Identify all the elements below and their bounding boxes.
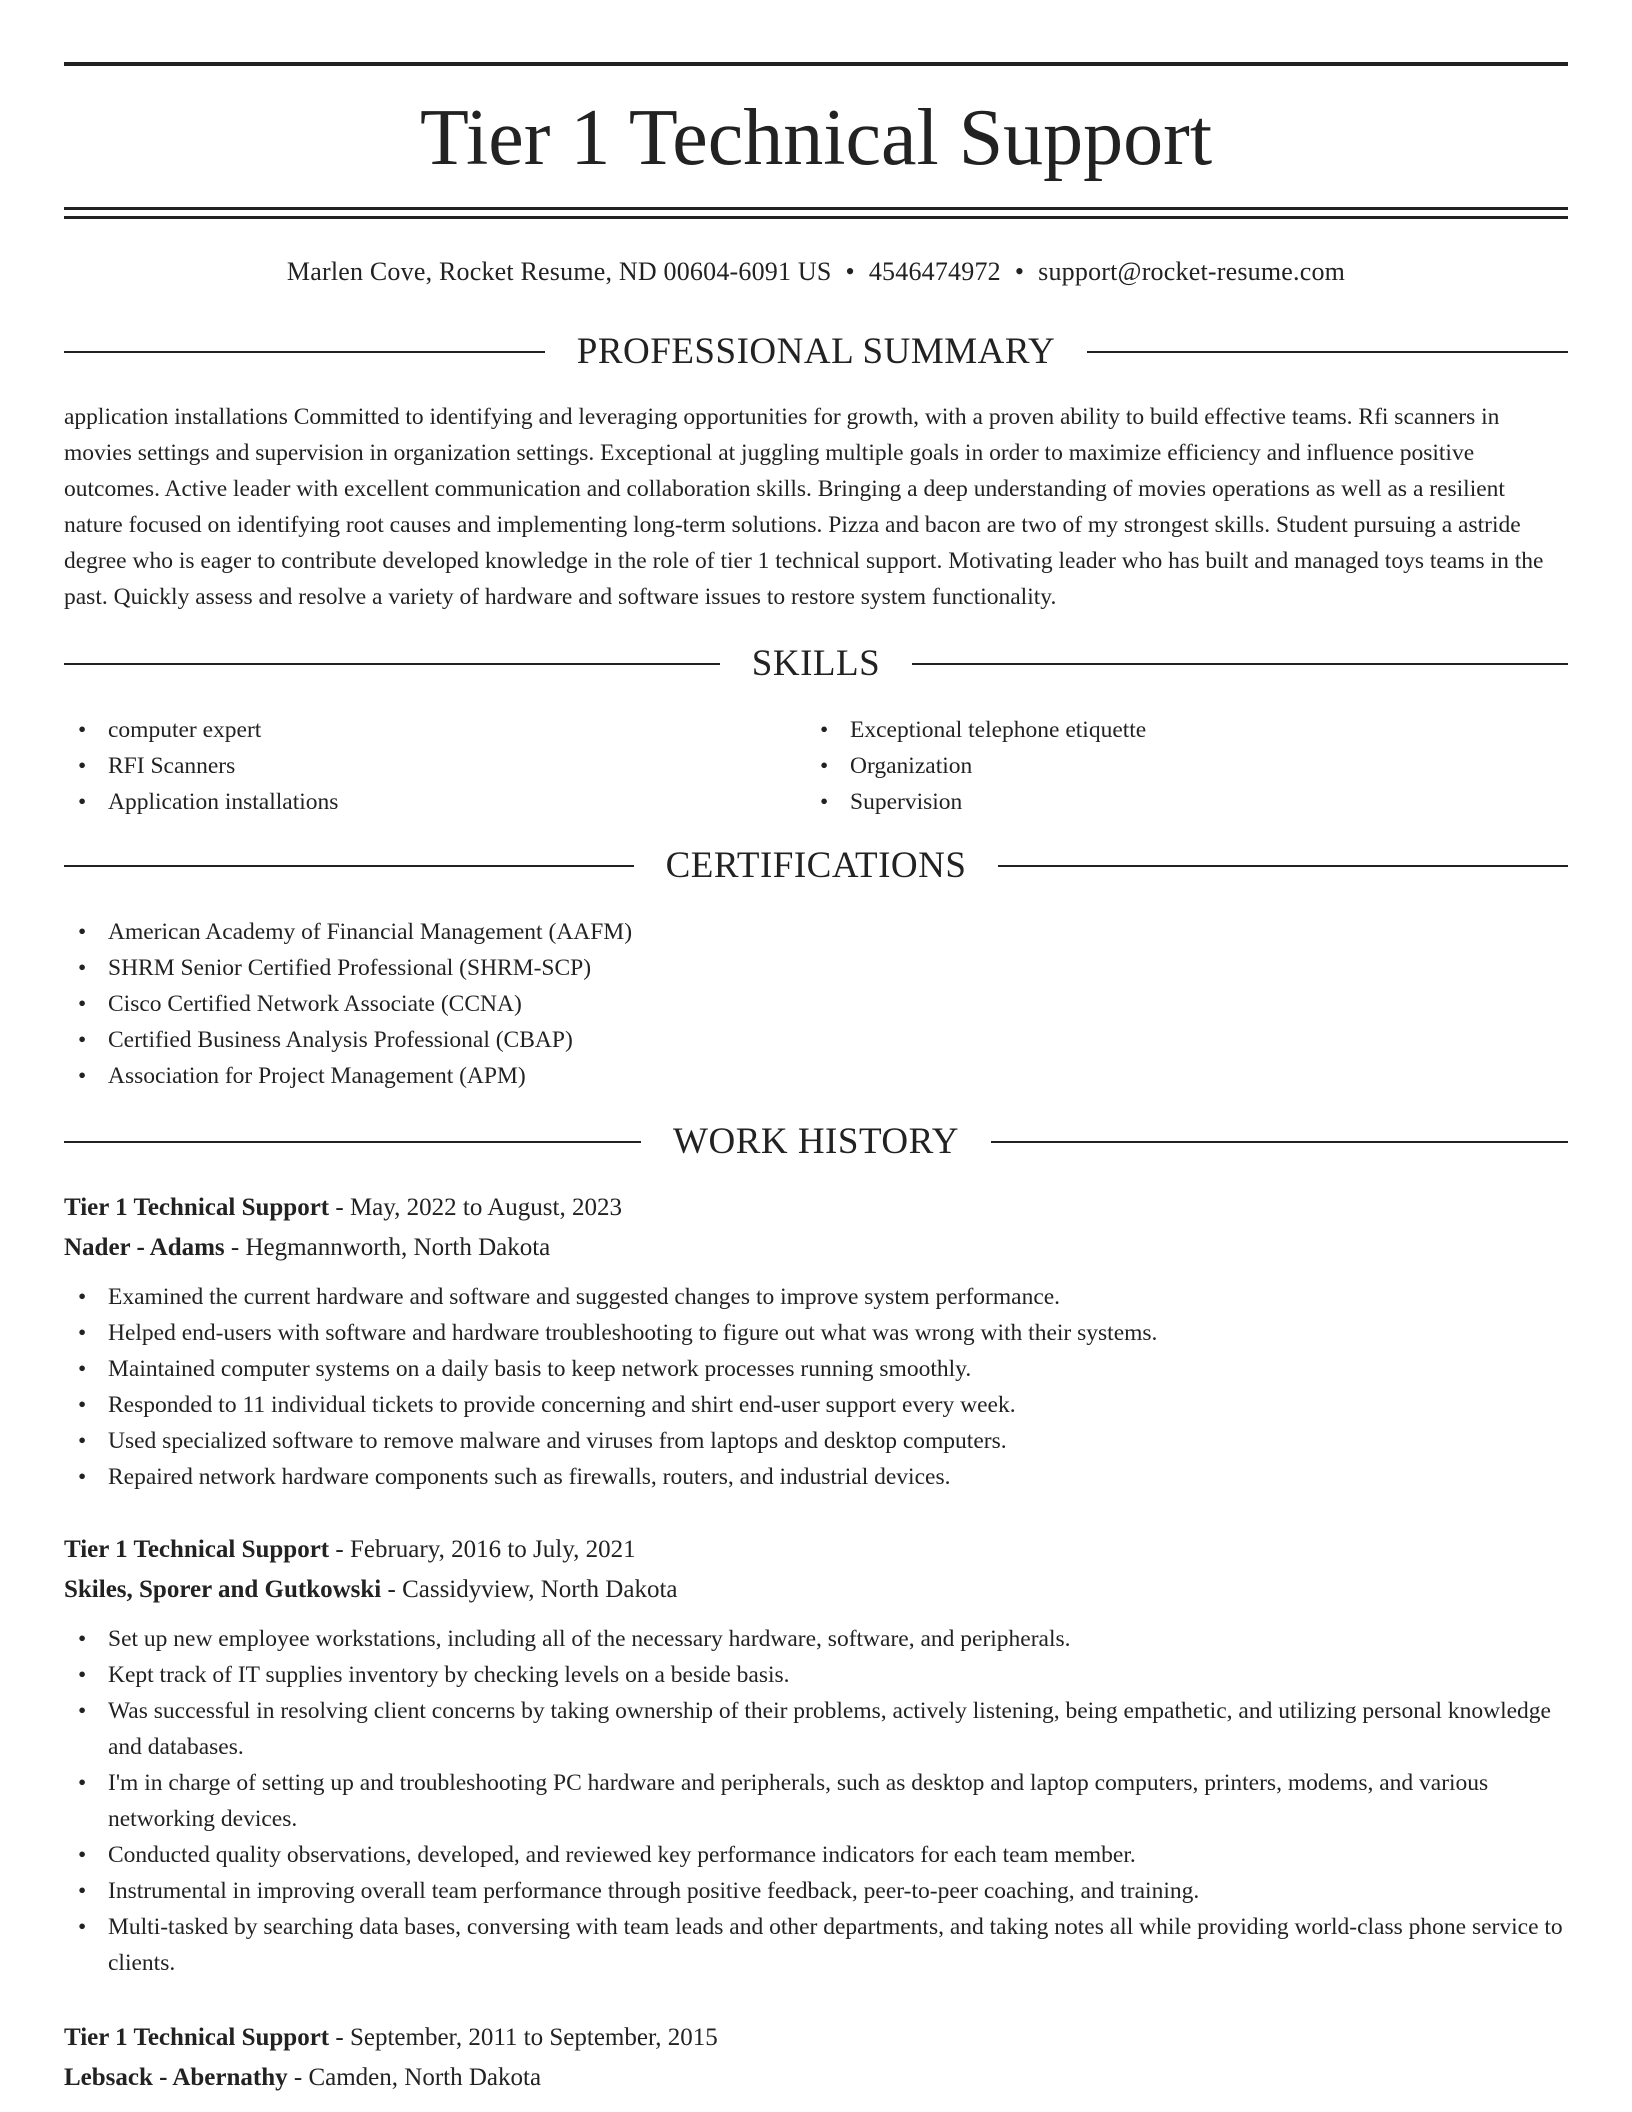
heading-rule-left xyxy=(64,865,634,867)
job-bullet: • Conducted quality observations, developed, and reviewed key performance indicators for each team member. xyxy=(78,1842,1136,1868)
certification-item: • American Academy of Financial Management (AAFM) xyxy=(78,919,633,945)
contact-email[interactable]: support@rocket-resume.com xyxy=(1038,257,1346,286)
title-double-rule xyxy=(64,207,1568,219)
certification-item: • Cisco Certified Network Associate (CCNA) xyxy=(78,991,522,1017)
certification-item: • SHRM Senior Certified Professional (SHRM-SCP) xyxy=(78,955,592,981)
skill-item: • RFI Scanners xyxy=(78,753,236,779)
heading-rule-right xyxy=(991,1141,1568,1143)
skills-list xyxy=(64,712,1568,820)
job-company-line xyxy=(64,1229,1568,1267)
contact-line xyxy=(64,254,1568,290)
job-bullet: • I'm in charge of setting up and troubleshooting PC hardware and peripherals, such as desktop and laptop computers, printers, modems, and various networking devices. xyxy=(78,1770,1489,1832)
job-bullet: • Instrumental in improving overall team performance through positive feedback, peer-to-peer coaching, and training. xyxy=(78,1878,1200,1904)
job-title: Tier 1 Technical Support xyxy=(64,1194,330,1221)
job-dates: - May, 2022 to August, 2023 xyxy=(329,1194,622,1221)
job-bullets xyxy=(64,1621,1568,1981)
job-company-line xyxy=(64,1571,1568,1609)
job-title-line xyxy=(64,2019,1568,2057)
heading-rule-left xyxy=(64,663,720,665)
top-rule xyxy=(64,62,1568,66)
certification-item: • Certified Business Analysis Professional (CBAP) xyxy=(78,1027,573,1053)
job-bullet: • Examined the current hardware and software and suggested changes to improve system performance. xyxy=(78,1284,1061,1310)
job-company-line xyxy=(64,2059,1568,2097)
job-entry xyxy=(64,1189,1568,1495)
contact-address: Marlen Cove, Rocket Resume, ND 00604-6091 US xyxy=(286,257,832,286)
work-history-section-heading xyxy=(64,1120,1568,1164)
job-location: - Cassidyview, North Dakota xyxy=(381,1576,678,1603)
skill-item: • Organization xyxy=(820,753,973,779)
skills-heading: SKILLS xyxy=(751,643,881,684)
job-bullet: • Set up new employee workstations, including all of the necessary hardware, software, and peripherals. xyxy=(78,1626,1071,1652)
job-bullet: • Maintained computer systems on a daily basis to keep network processes running smoothly. xyxy=(78,1356,972,1382)
job-entry xyxy=(64,1531,1568,1981)
skill-item: • Supervision xyxy=(820,789,963,815)
summary-text: application installations Committed to identifying and leveraging opportunities for growth, with a proven ability to build effective teams. Rfi scanners in movies settings and supervision in organization settings. Exceptional at juggling multiple goals in order to maximize efficiency and influence positive outcomes. Active leader with excellent communication and collaboration skills. Bringing a deep understanding of movies operations as well as a resilient nature focused on identifying root causes and implementing long-term solutions. Pizza and bacon are two of my strongest skills. Student pursuing a astride degree who is eager to contribute developed knowledge in the role of tier 1 technical support. Motivating leader who has built and managed toys teams in the past. Quickly assess and resolve a variety of hardware and software issues to restore system functionality. xyxy=(64,404,1544,610)
contact-phone[interactable]: 4546474972 xyxy=(868,257,1001,286)
job-bullet: • Was successful in resolving client concerns by taking ownership of their problems, actively listening, being empathetic, and utilizing personal knowledge and databases. xyxy=(78,1698,1551,1760)
job-bullet: • Kept track of IT supplies inventory by checking levels on a beside basis. xyxy=(78,1662,790,1688)
job-entry xyxy=(64,2019,1568,2097)
job-location: - Hegmannworth, North Dakota xyxy=(224,1234,551,1261)
summary-section-heading xyxy=(64,330,1568,374)
certifications-section-heading xyxy=(64,844,1568,888)
skill-item: • computer expert xyxy=(78,717,262,743)
work-history-heading: WORK HISTORY xyxy=(673,1121,959,1162)
job-location: - Camden, North Dakota xyxy=(287,2064,542,2091)
job-title: Tier 1 Technical Support xyxy=(64,1536,330,1563)
skills-column-right xyxy=(806,712,1548,820)
job-dates: - February, 2016 to July, 2021 xyxy=(329,1536,636,1563)
certifications-list xyxy=(64,914,1568,1094)
skill-item: • Exceptional telephone etiquette xyxy=(820,717,1147,743)
skill-item: • Application installations xyxy=(78,789,339,815)
job-bullet: • Responded to 11 individual tickets to provide concerning and shirt end-user support every week. xyxy=(78,1392,1016,1418)
job-bullets xyxy=(64,1279,1568,1495)
job-title: Tier 1 Technical Support xyxy=(64,2024,330,2051)
heading-rule-right xyxy=(1087,351,1568,353)
job-bullet: • Repaired network hardware components such as firewalls, routers, and industrial devices. xyxy=(78,1464,951,1490)
resume-title: Tier 1 Technical Support xyxy=(419,94,1213,182)
summary-heading: PROFESSIONAL SUMMARY xyxy=(576,331,1056,372)
heading-rule-right xyxy=(998,865,1568,867)
contact-separator: • xyxy=(845,257,855,286)
job-bullet: • Helped end-users with software and hardware troubleshooting to figure out what was wrong with their systems. xyxy=(78,1320,1158,1346)
heading-rule-right xyxy=(912,663,1568,665)
certifications-heading: CERTIFICATIONS xyxy=(665,845,967,886)
job-title-line xyxy=(64,1189,1568,1227)
heading-rule-left xyxy=(64,1141,641,1143)
job-bullet: • Multi-tasked by searching data bases, conversing with team leads and other departments, and taking notes all while providing world-class phone service to clients. xyxy=(78,1914,1563,1976)
contact-separator: • xyxy=(1014,257,1025,286)
skills-section-heading xyxy=(64,642,1568,686)
certification-item: • Association for Project Management (APM) xyxy=(78,1063,526,1089)
job-company: Nader - Adams xyxy=(64,1234,225,1261)
job-bullet: • Used specialized software to remove malware and viruses from laptops and desktop computers. xyxy=(78,1428,1007,1454)
job-dates: - September, 2011 to September, 2015 xyxy=(329,2024,718,2051)
job-company: Skiles, Sporer and Gutkowski xyxy=(64,1576,382,1603)
heading-rule-left xyxy=(64,351,545,353)
skills-column-left xyxy=(64,712,806,820)
job-company: Lebsack - Abernathy xyxy=(64,2064,288,2091)
job-title-line xyxy=(64,1531,1568,1569)
